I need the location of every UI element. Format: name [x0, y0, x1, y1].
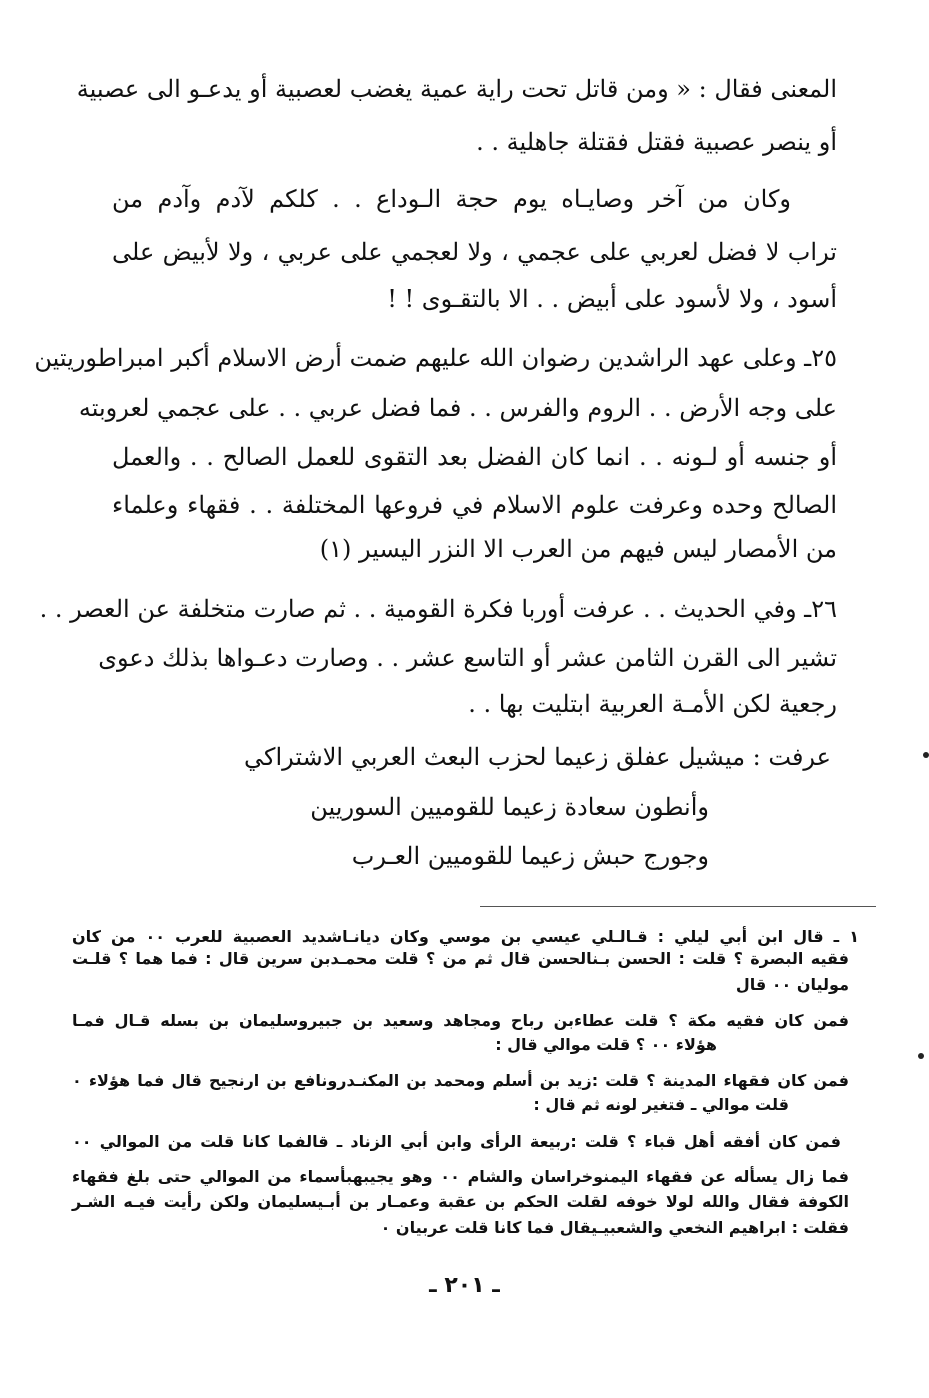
- margin-speck: [923, 752, 929, 758]
- footnote-line: فمن كان فقهاء المدينة ؟ قلت :زيد بن أسلم ومحمد بن المكنـدرونافع بن ارنجيح قال فما هؤلاء ٠: [72, 1071, 849, 1090]
- footnote-line: فقلت : ابراهيم النخعي والشعبيـيقال فما كانا قلت عربيان ٠: [380, 1218, 849, 1237]
- footnote-line: فمن كان أفقه أهل قباء ؟ قلت :ربيعة الرأى وابن أبي الزناد ـ قالفما كانا قلت من الموالي ٠٠: [72, 1132, 841, 1151]
- body-line: المعنى فقال : « ومن قاتل تحت راية عمية يغضب لعصبية أو يدعـو الى عصبية: [76, 75, 837, 103]
- margin-speck: [918, 1053, 924, 1059]
- body-line: وجورج حبش زعيما للقوميين العـرب: [351, 842, 709, 870]
- body-line: ٢٦ـ وفي الحديث . . عرفت أوربا فكرة القومية . . ثم صارت متخلفة عن العصر . .: [39, 595, 837, 623]
- footnote-line: هؤلاء ٠٠ ؟ قلت موالي قال :: [495, 1035, 717, 1054]
- footnote-line: فقيه البصرة ؟ قلت : الحسن بـنالحسن قال ثم من ؟ قلت محمـدبن سرين قال : فما هما ؟ قلـت: [72, 949, 849, 968]
- body-line: أو جنسه أو لـونه . . انما كان الفضل بعد التقوى للعمل الصالح . . والعمل: [112, 443, 837, 471]
- page-number: ـ ٢٠١ ـ: [429, 1273, 500, 1298]
- body-line: أسود ، ولا لأسود على أبيض . . الا بالتقـوى ! !: [387, 285, 837, 313]
- footnote-line: موليان ٠٠ قال: [735, 975, 849, 994]
- body-line: أو ينصر عصبية فقتل فقتلة جاهلية . .: [476, 128, 837, 156]
- footnote-line: فمن كان فقيه مكة ؟ قلت عطاءبن رباح ومجاهد وسعيد بن جبيروسليمان بن بسله قـال فمـا: [72, 1011, 849, 1030]
- body-line: عرفت : ميشيل عفلق زعيما لحزب البعث العربي الاشتراكي: [244, 743, 831, 771]
- body-line: ٢٥ـ وعلى عهد الراشدين رضوان الله عليهم ضمت أرض الاسلام أكبر امبراطوريتين: [34, 344, 837, 372]
- footnote-line: ١ ـ قال ابن أبي ليلي : قـالـلي عيسي بن موسي وكان ديانـاشديد العصبية للعرب ٠٠ من كان: [72, 927, 859, 946]
- body-line: وكان من آخر وصايـاه يوم حجة الـوداع . . كلكم لآدم وآدم من: [112, 185, 791, 213]
- body-line: وأنطون سعادة زعيما للقوميين السوريين: [310, 793, 709, 821]
- body-line: من الأمصار ليس فيهم من العرب الا النزر اليسير (١): [319, 535, 837, 563]
- body-line: الصالح وحده وعرفت علوم الاسلام في فروعها المختلفة . . فقهاء وعلماء: [112, 491, 837, 519]
- footnote-line: قلت موالي ـ فتغير لونه ثم قال :: [533, 1095, 789, 1114]
- body-line: على وجه الأرض . . الروم والفرس . . فما فضل عربي . . على عجمي لعروبته: [78, 394, 837, 422]
- body-line: رجعية لكن الأمـة العربية ابتليت بها . .: [468, 690, 837, 718]
- footnote-line: فما زال يسأله عن فقهاء اليمنوخراسان والشام ٠٠ وهو يجيبهبأسماء من الموالي حتى بلغ فقهاء: [72, 1167, 849, 1186]
- body-line: تراب لا فضل لعربي على عجمي ، ولا لعجمي على عربي ، ولا لأبيض على: [112, 238, 837, 266]
- body-line: تشير الى القرن الثامن عشر أو التاسع عشر . . وصارت دعـواها بذلك دعوى: [98, 644, 837, 672]
- footnote-rule: [480, 906, 876, 907]
- footnote-line: الكوفة فقال والله لولا خوفه لقلت الحكم بن عقبة وعمـار بن أبـيسليمان ولكن رأيت فيـه الشـر: [72, 1192, 849, 1211]
